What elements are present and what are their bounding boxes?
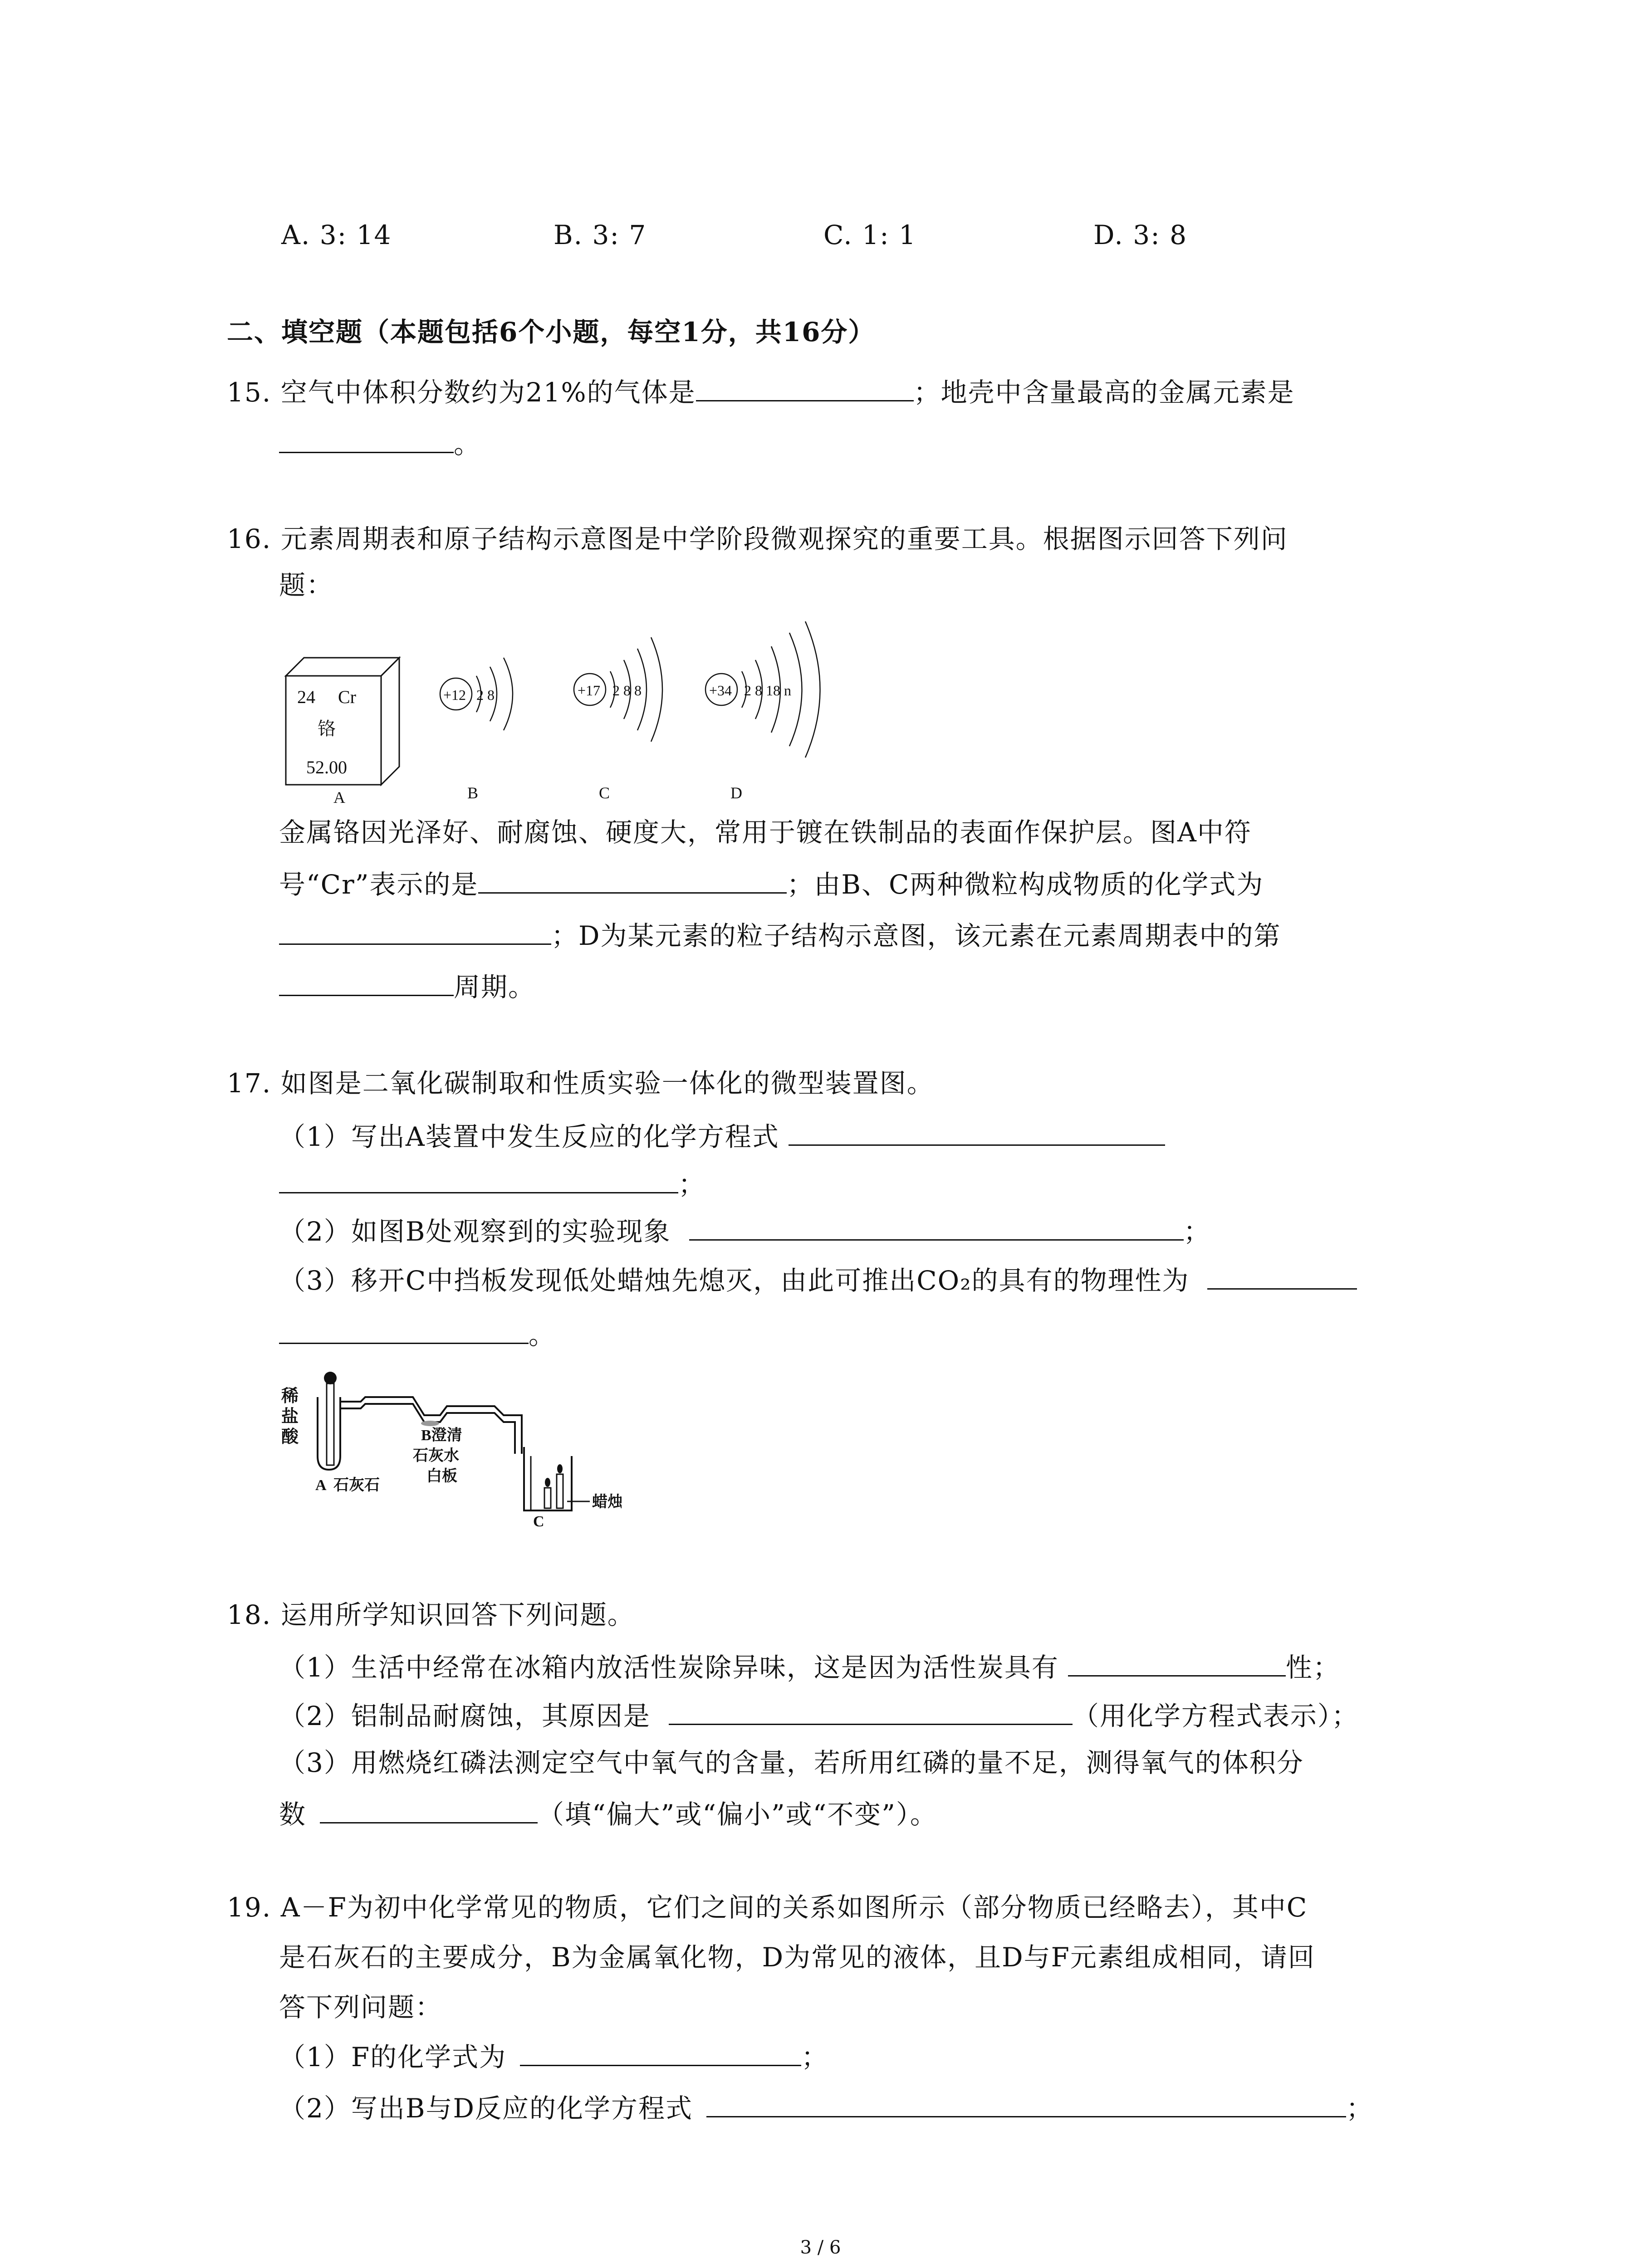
question-18-sub1 bbox=[279, 1648, 1340, 1686]
label-c: C bbox=[599, 784, 610, 802]
answer-blank[interactable] bbox=[320, 1795, 538, 1823]
question-17-sub3-end: 。 bbox=[529, 1320, 556, 1350]
test-tube-a bbox=[318, 1397, 340, 1470]
acid-label-2: 盐 bbox=[281, 1407, 299, 1426]
question-19-stem3: 答下列问题： bbox=[279, 1992, 443, 2023]
question-19-sub1-text: （1）F的化学式为 bbox=[279, 2042, 507, 2072]
limewater-drop bbox=[421, 1421, 439, 1426]
atom-d-diagram bbox=[705, 621, 820, 802]
question-18-sub2-text: （2）铝制品耐腐蚀，其原因是 bbox=[279, 1701, 651, 1731]
atom-d-nucleus: +34 bbox=[709, 682, 732, 699]
choice-b: B. 3: 7 bbox=[554, 220, 647, 250]
question-16-text1: 金属铬因光泽好、耐腐蚀、硬度大，常用于镀在铁制品的表面作保护层。图A中符 bbox=[279, 817, 1252, 848]
label-b: B bbox=[467, 784, 479, 802]
atomic-structure-figure bbox=[277, 603, 867, 807]
question-16-line1 bbox=[227, 521, 1288, 557]
atom-d-shells: 2 8 18 n bbox=[744, 682, 791, 699]
question-17-sub3-cont bbox=[279, 1315, 556, 1353]
flame-low bbox=[545, 1478, 550, 1487]
limestone-label: 石灰石 bbox=[333, 1477, 380, 1494]
periodic-cell bbox=[286, 658, 399, 807]
question-17-stem: 如图是二氧化碳制取和性质实验一体化的微型装置图。 bbox=[280, 1068, 934, 1099]
dropper-bulb bbox=[324, 1372, 337, 1384]
question-17-sub1-cont bbox=[279, 1165, 705, 1202]
candle-label: 蜡烛 bbox=[592, 1494, 622, 1510]
question-19-sub2 bbox=[279, 2089, 1373, 2126]
label-d: D bbox=[730, 784, 742, 802]
choice-a: A. 3: 14 bbox=[281, 220, 392, 250]
answer-blank[interactable] bbox=[689, 1212, 1184, 1241]
label-c: C bbox=[533, 1513, 544, 1529]
question-18-sub1-end: 性； bbox=[1285, 1652, 1340, 1683]
candle-high bbox=[557, 1474, 563, 1508]
co2-apparatus-figure bbox=[277, 1365, 622, 1529]
question-16-text2b: ；由B、C两种微粒构成物质的化学式为 bbox=[787, 869, 1264, 900]
question-19-stem1: A－F为初中化学常见的物质，它们之间的关系如图所示（部分物质已经略去），其中C bbox=[280, 1892, 1308, 1923]
candle-low bbox=[544, 1488, 551, 1508]
cell-symbol: Cr bbox=[338, 687, 356, 707]
cell-name: 铬 bbox=[318, 719, 336, 739]
atom-c-diagram bbox=[574, 637, 662, 802]
b-clear-label: B澄清 bbox=[421, 1427, 462, 1444]
question-17-sub3 bbox=[279, 1261, 1357, 1299]
atom-c-shells: 2 8 8 bbox=[612, 682, 642, 699]
answer-blank[interactable] bbox=[789, 1117, 1165, 1146]
question-18-sub1-text: （1）生活中经常在冰箱内放活性炭除异味，这是因为活性炭具有 bbox=[279, 1652, 1059, 1683]
question-17-line1 bbox=[227, 1065, 934, 1101]
question-16-text3: ；D为某元素的粒子结构示意图，该元素在元素周期表中的第 bbox=[551, 920, 1281, 951]
cell-mass: 52.00 bbox=[306, 757, 347, 777]
answer-blank[interactable] bbox=[279, 425, 454, 453]
question-18-number: 18. bbox=[227, 1599, 272, 1630]
question-19-sub2-end: ； bbox=[1346, 2093, 1374, 2124]
question-19-line1 bbox=[227, 1889, 1308, 1926]
question-16-text4: 周期。 bbox=[454, 972, 536, 1002]
limewater-label: 石灰水 bbox=[413, 1447, 459, 1464]
question-17-sub2-text: （2）如图B处观察到的实验现象 bbox=[279, 1216, 671, 1247]
page-number: 3 / 6 bbox=[800, 2237, 841, 2258]
question-17-sub1-text: （1）写出A装置中发生反应的化学方程式 bbox=[279, 1121, 779, 1152]
atom-b-shells: 2 8 bbox=[476, 687, 495, 703]
question-17-sub3-text: （3）移开C中挡板发现低处蜡烛先熄灭，由此可推出CO₂的具有的物理性为 bbox=[279, 1265, 1190, 1296]
question-17-sub1 bbox=[279, 1117, 1165, 1155]
question-18-sub3-text2: 数 bbox=[279, 1799, 307, 1830]
question-18-sub3-end: （填“偏大”或“偏小”或“不变”）。 bbox=[538, 1799, 937, 1830]
flame-high bbox=[557, 1464, 563, 1473]
question-15-text2: ；地壳中含量最高的金属元素是 bbox=[913, 377, 1295, 408]
atom-b-nucleus: +12 bbox=[443, 687, 466, 703]
question-18-sub3: （3）用燃烧红磷法测定空气中氧气的含量，若所用红磷的量不足，测得氧气的体积分 bbox=[279, 1747, 1304, 1778]
answer-blank[interactable] bbox=[696, 373, 914, 401]
question-16-text2a: 号“Cr”表示的是 bbox=[279, 869, 479, 900]
question-17-number: 17. bbox=[227, 1068, 272, 1099]
acid-label-1: 稀 bbox=[281, 1387, 299, 1406]
answer-blank[interactable] bbox=[669, 1696, 1073, 1725]
section-title: 二、填空题（本题包括6个小题，每空1分，共16分） bbox=[227, 317, 876, 347]
answer-blank[interactable] bbox=[706, 2089, 1346, 2117]
answer-blank[interactable] bbox=[478, 865, 787, 894]
cell-number: 24 bbox=[297, 687, 315, 707]
choice-d: D. 3: 8 bbox=[1093, 220, 1188, 250]
atom-c-nucleus: +17 bbox=[578, 682, 601, 699]
question-15-text1: 空气中体积分数约为21%的气体是 bbox=[280, 377, 696, 408]
answer-blank[interactable] bbox=[279, 1315, 529, 1344]
syringe bbox=[327, 1383, 334, 1465]
question-18-stem: 运用所学知识回答下列问题。 bbox=[280, 1599, 635, 1630]
question-17-sub1-end: ； bbox=[678, 1169, 706, 1200]
question-16-stem2: 题： bbox=[279, 570, 334, 601]
question-19-sub2-text: （2）写出B与D反应的化学方程式 bbox=[279, 2093, 693, 2124]
question-17-sub2 bbox=[279, 1212, 1211, 1250]
answer-blank[interactable] bbox=[1068, 1648, 1286, 1677]
question-16-line-cr bbox=[279, 865, 1264, 903]
question-16-number: 16. bbox=[227, 523, 272, 554]
answer-blank[interactable] bbox=[279, 1165, 678, 1193]
question-19-sub1 bbox=[279, 2038, 828, 2075]
label-a: A bbox=[315, 1477, 327, 1494]
board-label: 白板 bbox=[426, 1468, 457, 1485]
answer-blank[interactable] bbox=[279, 916, 551, 945]
question-16-line-end bbox=[279, 968, 535, 1005]
question-17-sub2-end: ； bbox=[1183, 1216, 1211, 1247]
question-18-line1 bbox=[227, 1597, 635, 1633]
question-18-sub2-end: （用化学方程式表示）； bbox=[1072, 1701, 1359, 1731]
acid-label-3: 酸 bbox=[281, 1427, 299, 1447]
question-15-line2 bbox=[279, 425, 481, 462]
answer-blank[interactable] bbox=[520, 2038, 801, 2066]
question-19-number: 19. bbox=[227, 1892, 272, 1923]
question-18-sub3-cont bbox=[279, 1795, 937, 1833]
choice-c: C. 1: 1 bbox=[823, 220, 916, 250]
question-16-line-period bbox=[279, 916, 1281, 954]
question-15-number: 15. bbox=[227, 377, 272, 408]
question-19-sub1-end: ； bbox=[801, 2042, 829, 2072]
answer-blank[interactable] bbox=[1207, 1261, 1357, 1290]
question-16-stem1: 元素周期表和原子结构示意图是中学阶段微观探究的重要工具。根据图示回答下列问 bbox=[280, 523, 1288, 554]
question-15-line1 bbox=[227, 373, 1295, 411]
answer-blank[interactable] bbox=[279, 968, 454, 996]
question-15-end: 。 bbox=[454, 429, 481, 459]
label-a: A bbox=[333, 788, 345, 807]
question-18-sub2 bbox=[279, 1696, 1359, 1734]
question-19-stem2: 是石灰石的主要成分，B为金属氧化物，D为常见的液体，且D与F元素组成相同，请回 bbox=[279, 1942, 1315, 1973]
atom-b-diagram bbox=[440, 658, 513, 802]
